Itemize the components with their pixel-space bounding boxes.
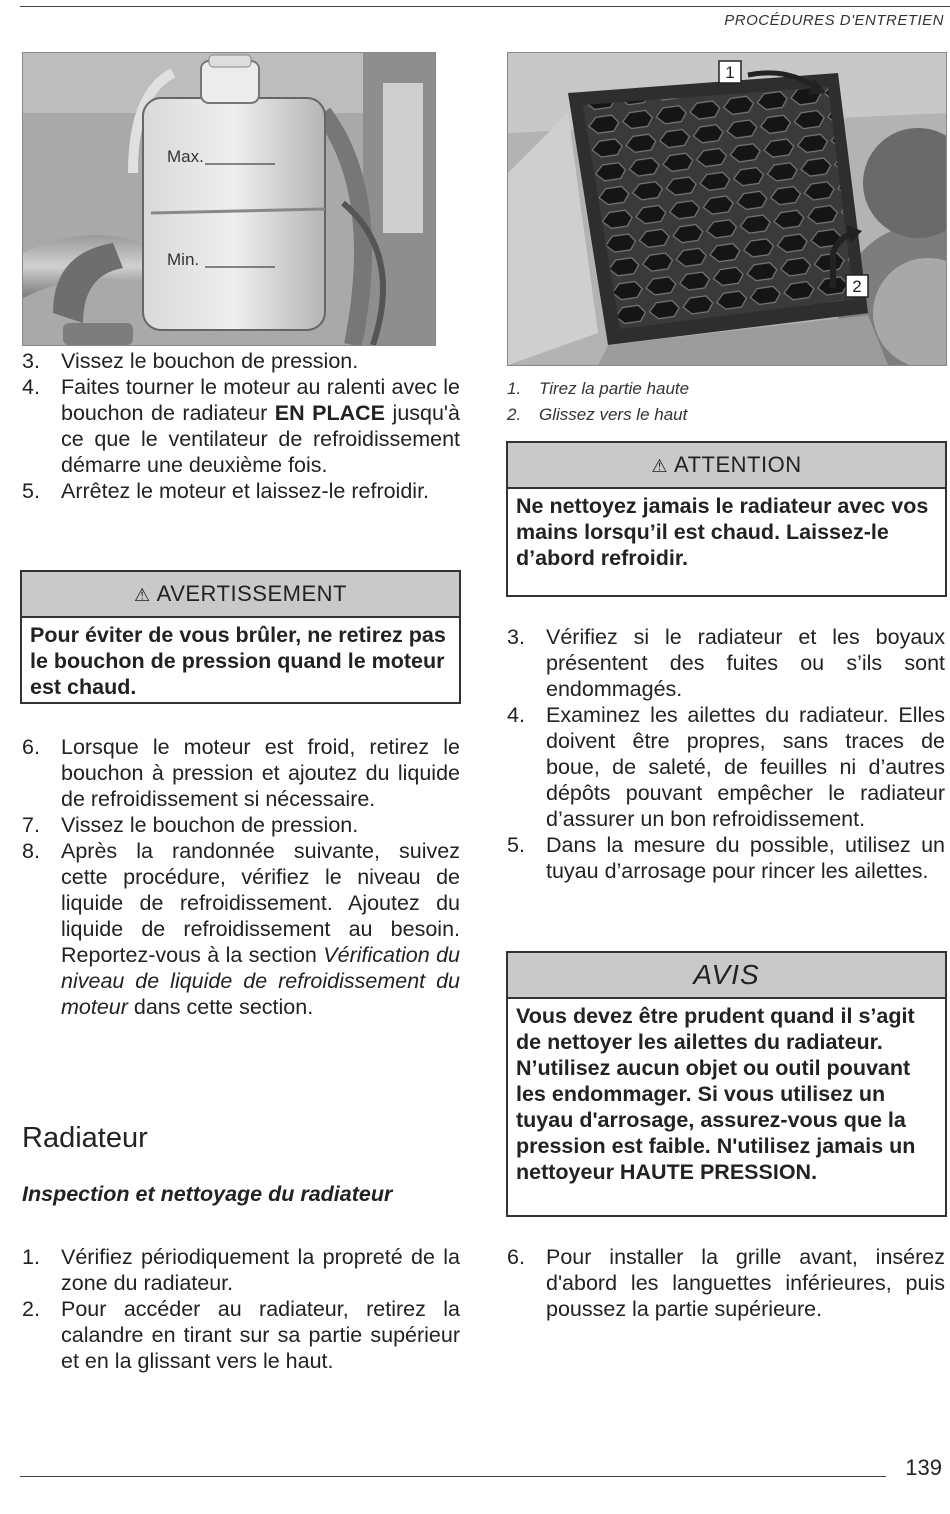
list-item: 6. Pour installer la grille avant, insérez d'abord les languettes inférieures, puis poussez la partie supérieure. <box>507 1245 945 1321</box>
list-item: 4. Examinez les ailettes du radiateur. Elles doivent être propres, sans traces de boue, de saleté, de feuilles ni d’autres dépôts pouvant empêcher le radiateur d’assurer un bon refroidissement. <box>507 703 945 831</box>
section-title: Radiateur <box>22 1122 148 1154</box>
warning-triangle-icon: ⚠ <box>134 585 151 605</box>
avis-text: Vous devez être prudent quand il s’agit de nettoyer les ailettes du radiateur. N’utilisez aucun objet ou outil pouvant les endommager. Si vous utilisez un tuyau d'arrosage, assurez-vous que la pression est faible. N'utilisez jamais un nettoyeur HAUTE PRESSION. <box>516 1004 916 1184</box>
list-item: 3. Vissez le bouchon de pression. <box>22 349 359 373</box>
figure-captions <box>507 376 945 428</box>
header-rule <box>20 6 950 7</box>
list-item: 5. Arrêtez le moteur et laissez-le refroidir. <box>22 479 430 503</box>
page-number: 139 <box>905 1455 942 1480</box>
left-steps-c <box>22 1244 460 1374</box>
en-place-emphasis: EN PLACE <box>274 401 386 425</box>
caption-item: 2. Glissez vers le haut <box>507 405 688 424</box>
list-item: 2. Pour accéder au radiateur, retirez la calandre en tirant sur sa partie supérieur et en la glissant vers le haut. <box>22 1297 460 1373</box>
left-steps-a <box>22 348 460 504</box>
avis-header: AVIS <box>508 953 945 999</box>
warning-triangle-icon: ⚠ <box>651 456 669 476</box>
avis-box <box>506 951 947 1217</box>
left-steps-b <box>22 734 460 1020</box>
attention-header: ⚠ ATTENTION <box>508 443 945 489</box>
cross-reference: Vérification du niveau de liquide de refroidissement du moteur <box>61 943 460 1019</box>
attention-box <box>506 441 947 597</box>
footer-rule <box>20 1476 886 1477</box>
caption-item: 1. Tirez la partie haute <box>507 379 690 398</box>
list-item: 4. Faites tourner le moteur au ralenti avec le bouchon de radiateur EN PLACE jusqu'à ce que le ventilateur de refroidissement démarre une deuxième fois. <box>22 375 460 477</box>
right-steps-a <box>507 624 945 884</box>
warning-header: ⚠ AVERTISSEMENT <box>22 572 459 618</box>
list-item: 5. Dans la mesure du possible, utilisez un tuyau d’arrosage pour rincer les ailettes. <box>507 833 945 883</box>
attention-text: Ne nettoyez jamais le radiateur avec vos mains lorsqu’il est chaud. Laissez-le d’abord refroidir. <box>516 494 929 570</box>
warning-box <box>20 570 461 704</box>
list-item: 8. Après la randonnée suivante, suivez cette procédure, vérifiez le niveau de liquide de refroidissement. Ajoutez du liquide de refroidissement au besoin. Reportez-vous à la section Vérification du niveau de liquide de refroidissement du moteur dans cette section. <box>22 839 460 1019</box>
list-item: 7. Vissez le bouchon de pression. <box>22 813 359 837</box>
warning-text: Pour éviter de vous brûler, ne retirez pas le bouchon de pression quand le moteur est chaud. <box>30 623 446 699</box>
running-header: PROCÉDURES D'ENTRETIEN <box>724 12 944 29</box>
list-item: 3. Vérifiez si le radiateur et les boyaux présentent des fuites ou s’ils sont endommagés. <box>507 625 945 701</box>
min-level-label: Min. <box>167 250 200 269</box>
callout-2: 2 <box>852 277 862 296</box>
list-item: 1. Vérifiez périodiquement la propreté de la zone du radiateur. <box>22 1245 460 1295</box>
max-level-label: Max. <box>167 147 204 166</box>
right-steps-b <box>507 1244 945 1322</box>
list-item: 6. Lorsque le moteur est froid, retirez le bouchon à pression et ajoutez du liquide de refroidissement si nécessaire. <box>22 735 460 811</box>
callout-1: 1 <box>725 63 735 82</box>
radiator-grille-figure <box>507 52 947 366</box>
subsection-title: Inspection et nettoyage du radiateur <box>22 1182 393 1206</box>
coolant-reservoir-figure <box>22 52 436 346</box>
